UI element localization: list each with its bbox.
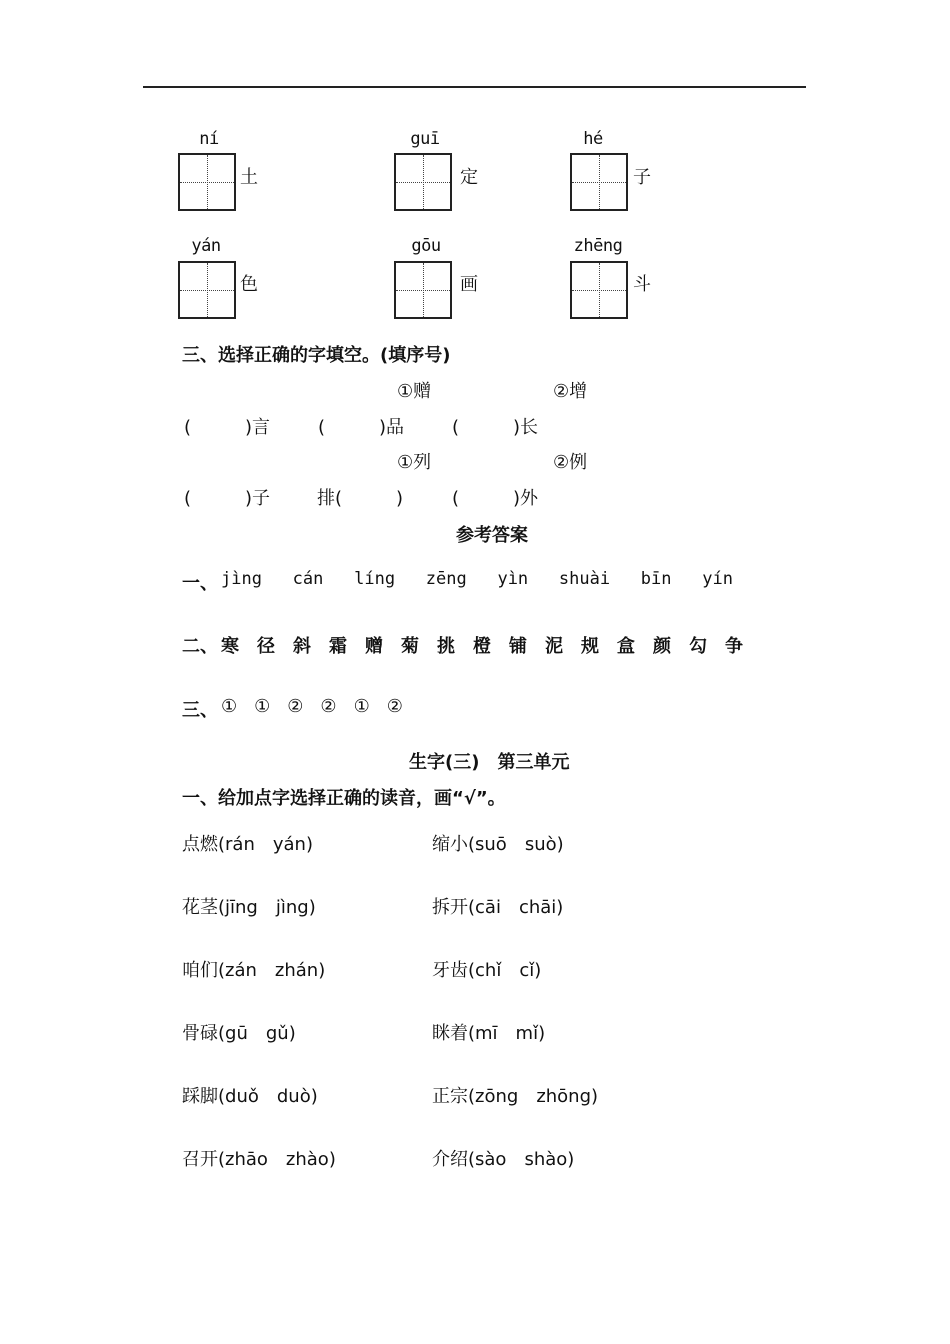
reading-item[interactable]: 眯着(mī mǐ) (432, 1023, 546, 1044)
answer-char: 寒 (221, 636, 239, 657)
answer-char: 争 (725, 636, 743, 657)
reading-item[interactable]: 拆开(cāi chāi) (432, 897, 564, 918)
answer-pinyin: líng (354, 569, 396, 589)
answer-pinyin: yìn (497, 569, 529, 589)
section3-title: 三、选择正确的字填空。(填序号) (182, 345, 451, 366)
answer-pinyin: yín (702, 569, 733, 589)
answer-choice: ① (353, 696, 370, 717)
grid-pinyin: yán (191, 236, 221, 256)
answer-choice: ① (254, 696, 271, 717)
answer3-values (221, 696, 403, 717)
answers-title: 参考答案 (456, 525, 528, 546)
header-rule (143, 86, 806, 88)
blank-pai[interactable]: 排( ) (317, 488, 404, 509)
grid-suffix: 子 (633, 167, 651, 188)
option-lie-2: ②例 (553, 452, 588, 473)
option-zeng-2: ②增 (553, 381, 588, 402)
reading-item[interactable]: 召开(zhāo zhào) (182, 1149, 336, 1170)
answer3-label: 三、 (182, 700, 218, 721)
answer-pinyin: shuài (558, 569, 611, 589)
writing-grid[interactable] (178, 153, 236, 211)
reading-item[interactable]: 踩脚(duǒ duò) (182, 1086, 318, 1107)
answer-char: 盒 (617, 636, 635, 657)
writing-grid[interactable] (394, 153, 452, 211)
answer-choice: ② (386, 696, 403, 717)
answer-char: 斜 (293, 636, 311, 657)
answer2-values (221, 632, 743, 658)
option-lie-1: ①列 (397, 452, 432, 473)
answer-pinyin: zēng (425, 569, 467, 589)
grid-suffix: 画 (460, 274, 478, 295)
reading-item[interactable]: 咱们(zán zhán) (182, 960, 326, 981)
writing-grid[interactable] (570, 153, 628, 211)
blank-zhang[interactable]: ( )长 (452, 417, 539, 438)
grid-pinyin: guī (410, 129, 440, 149)
writing-grid[interactable] (178, 261, 236, 319)
unit-question: 一、给加点字选择正确的读音，画“√”。 (182, 788, 506, 809)
answer-char: 橙 (473, 636, 491, 657)
unit-title: 生字(三) 第三单元 (409, 752, 570, 773)
reading-item[interactable]: 介绍(sào shào) (432, 1149, 575, 1170)
grid-suffix: 定 (460, 167, 478, 188)
answer2-label: 二、 (182, 636, 218, 657)
answer-choice: ② (320, 696, 337, 717)
grid-pinyin: gōu (411, 236, 441, 256)
answer-choice: ② (287, 696, 304, 717)
grid-suffix: 斗 (633, 274, 651, 295)
answer-char: 铺 (509, 636, 527, 657)
answer-pinyin: jìng (221, 569, 262, 589)
reading-item[interactable]: 花茎(jīng jìng) (182, 897, 316, 918)
reading-item[interactable]: 缩小(suō suò) (432, 834, 564, 855)
answer-pinyin: bīn (640, 569, 672, 589)
blank-zi[interactable]: ( )子 (184, 488, 271, 509)
grid-suffix: 土 (240, 167, 258, 188)
answer-char: 颜 (653, 636, 671, 657)
blank-wai[interactable]: ( )外 (452, 488, 539, 509)
answer-char: 菊 (401, 636, 419, 657)
grid-pinyin: zhēng (573, 236, 623, 256)
blank-pin[interactable]: ( )品 (318, 417, 405, 438)
answer-char: 霜 (329, 636, 347, 657)
answer-pinyin: cán (292, 569, 324, 589)
answer-choice: ① (221, 696, 238, 717)
grid-pinyin: hé (583, 129, 603, 149)
blank-yan[interactable]: ( )言 (184, 417, 271, 438)
grid-pinyin: ní (199, 129, 219, 149)
answer1-values (221, 569, 733, 589)
reading-item[interactable]: 点燃(rán yán) (182, 834, 313, 855)
reading-item[interactable]: 牙齿(chǐ cǐ) (432, 960, 542, 981)
grid-suffix: 色 (240, 274, 258, 295)
answer-char: 挑 (437, 636, 455, 657)
option-zeng-1: ①赠 (397, 381, 432, 402)
answer-char: 赠 (365, 636, 383, 657)
writing-grid[interactable] (394, 261, 452, 319)
reading-item[interactable]: 正宗(zōng zhōng) (432, 1086, 599, 1107)
answer-char: 规 (581, 636, 599, 657)
answer-char: 勾 (689, 636, 707, 657)
answer1-label: 一、 (182, 573, 218, 594)
writing-grid[interactable] (570, 261, 628, 319)
reading-item[interactable]: 骨碌(gū gǔ) (182, 1023, 296, 1044)
answer-char: 泥 (545, 636, 563, 657)
answer-char: 径 (257, 636, 275, 657)
